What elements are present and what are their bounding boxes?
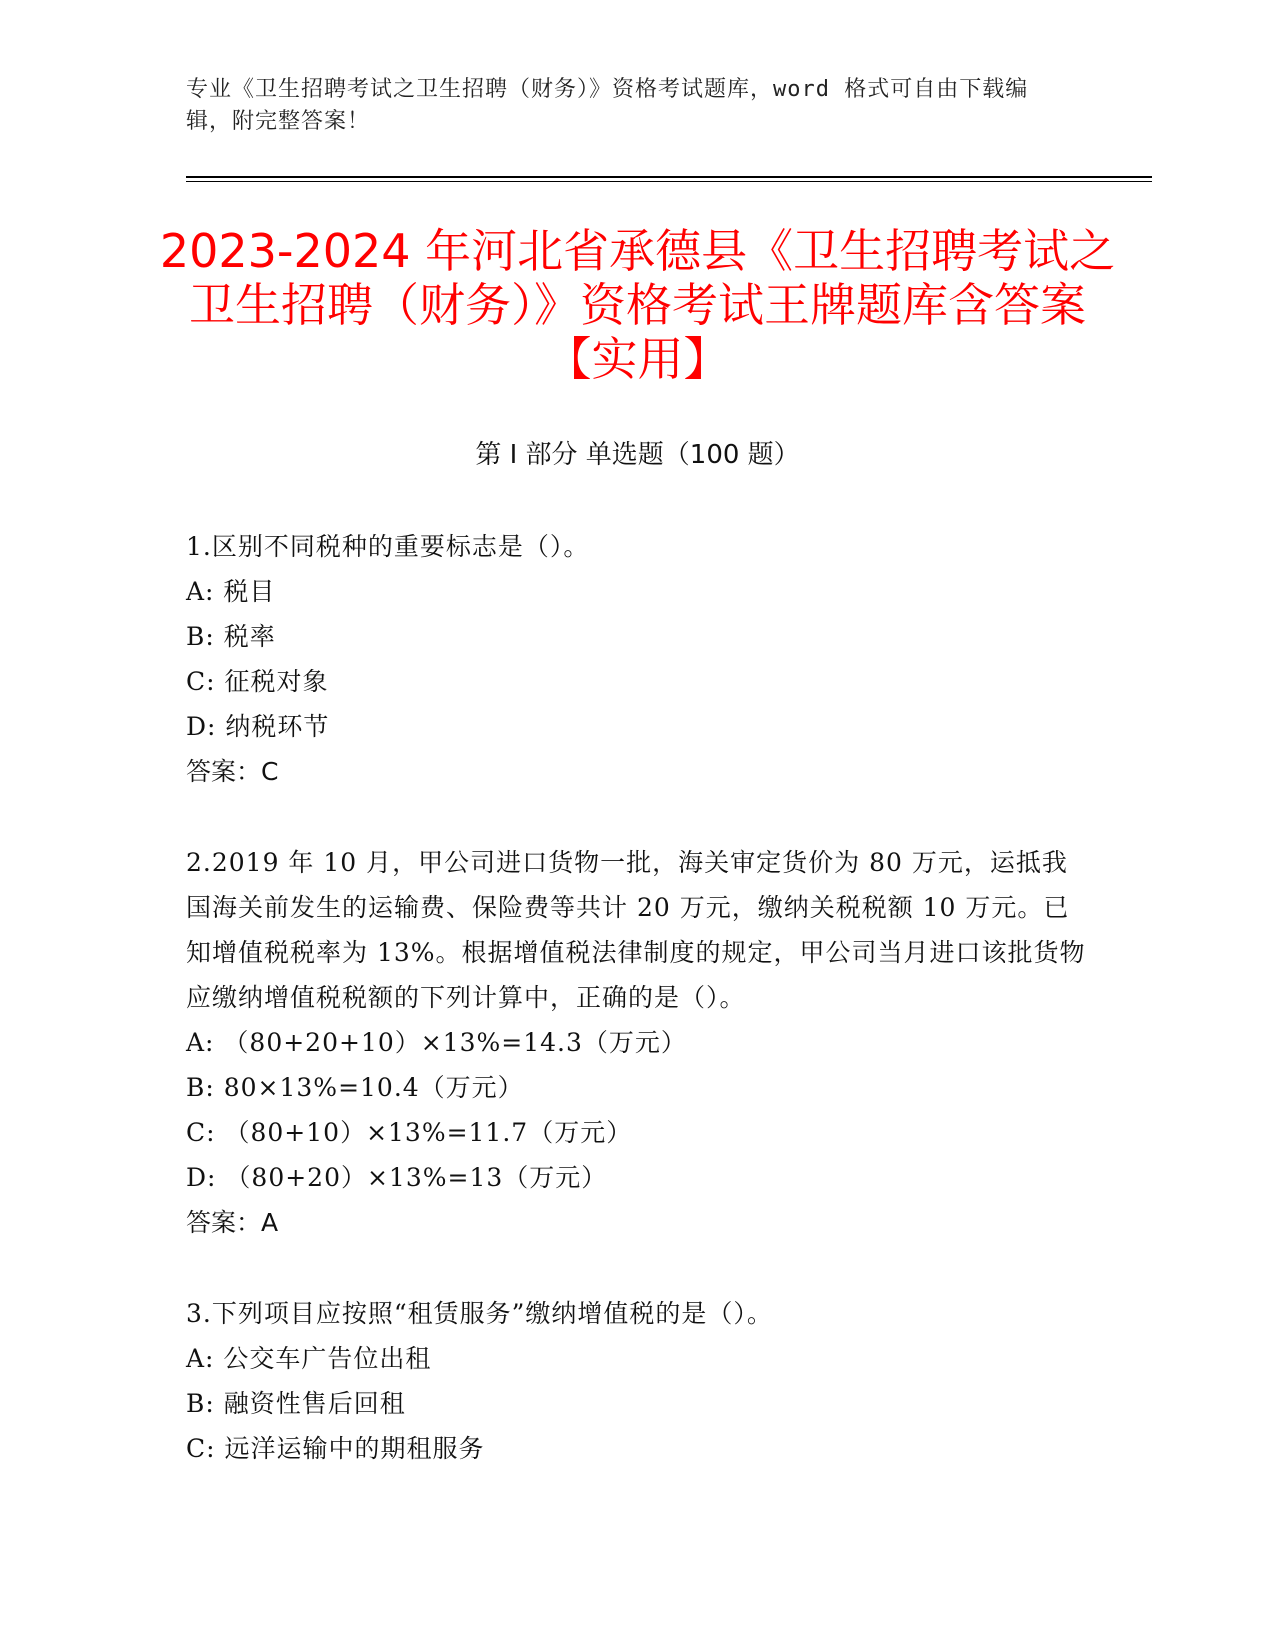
- question-1: [186, 524, 1086, 794]
- header-note: 专业《卫生招聘考试之卫生招聘（财务）》资格考试题库，word 格式可自由下载编辑，附完整答案！: [186, 77, 1029, 134]
- header-rule-thin: [186, 181, 1152, 182]
- option-b: B: 税率: [186, 622, 276, 651]
- question-stem: 1.区别不同税种的重要标志是（）。: [186, 532, 590, 561]
- header-rule: [186, 176, 1152, 178]
- question-2: [186, 840, 1086, 1245]
- option-c: C: （80+10）×13%=11.7（万元）: [186, 1118, 633, 1147]
- option-a: A: （80+20+10）×13%=14.3（万元）: [186, 1028, 687, 1057]
- question-list: [186, 524, 1086, 1517]
- option-c: C: 征税对象: [186, 667, 329, 696]
- question-3: [186, 1291, 1086, 1471]
- option-c: C: 远洋运输中的期租服务: [186, 1434, 485, 1463]
- option-b: B: 80×13%=10.4（万元）: [186, 1073, 524, 1102]
- section-title: 第 I 部分 单选题（100 题）: [475, 440, 800, 470]
- question-stem: 3.下列项目应按照“租赁服务”缴纳增值税的是（）。: [186, 1299, 773, 1328]
- option-d: D: （80+20）×13%=13（万元）: [186, 1163, 608, 1192]
- question-stem: 2.2019 年 10 月，甲公司进口货物一批，海关审定货价为 80 万元，运抵我国海关前发生的运输费、保险费等共计 20 万元，缴纳关税税额 10 万元。已知增值税税率为 13%。根据增值税法律制度的规定，甲公司当月进口该批货物应缴纳增值税税额的下列计算中，正确的是（）。: [186, 848, 1086, 1012]
- option-a: A: 公交车广告位出租: [186, 1344, 432, 1373]
- answer: 答案：C: [186, 757, 279, 786]
- option-d: D: 纳税环节: [186, 712, 330, 741]
- answer: 答案：A: [186, 1208, 279, 1237]
- document-title: 2023-2024 年河北省承德县《卫生招聘考试之卫生招聘（财务）》资格考试王牌题库含答案【实用】: [159, 224, 1116, 386]
- option-a: A: 税目: [186, 577, 276, 606]
- option-b: B: 融资性售后回租: [186, 1389, 406, 1418]
